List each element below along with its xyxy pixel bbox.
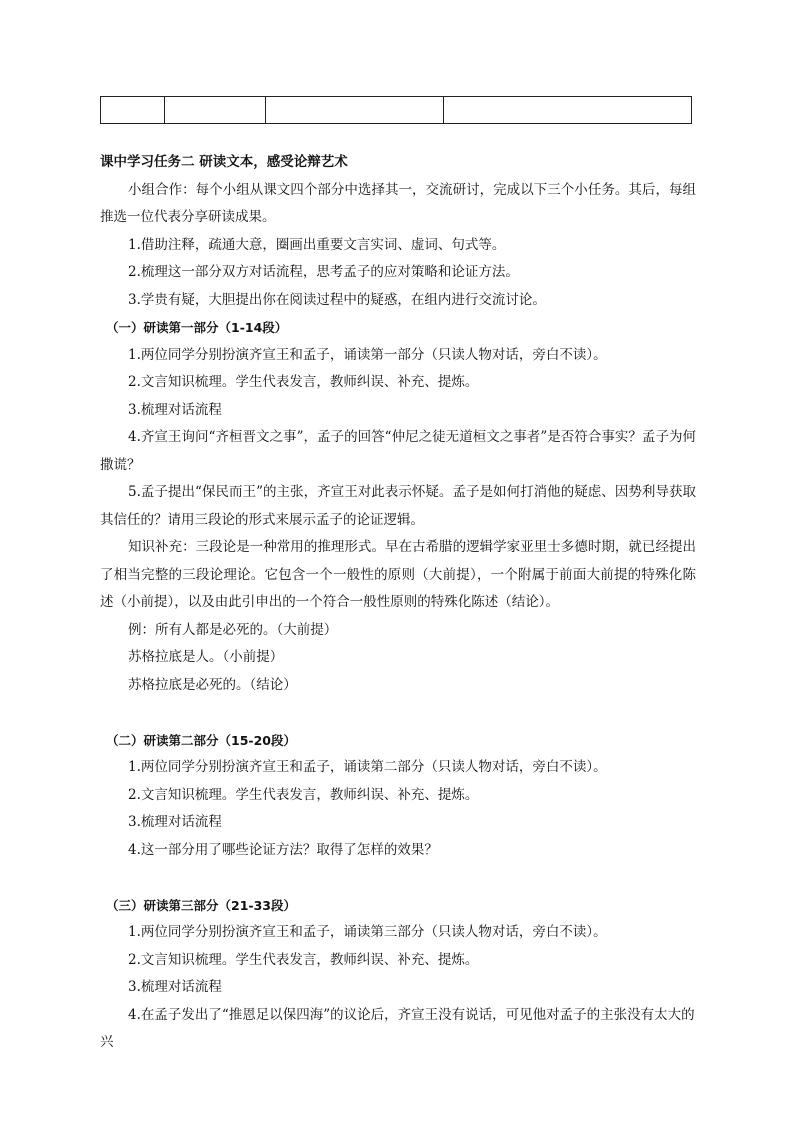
spacer — [100, 699, 696, 727]
example-line: 苏格拉底是必死的。（结论） — [128, 676, 297, 693]
part2-item: 3.梳理对话流程 — [128, 814, 222, 830]
part2-title: （二）研读第二部分（15-20段） — [106, 732, 296, 748]
part3-item: 3.梳理对话流程 — [128, 979, 222, 995]
part1-item: 4.齐宣王询问“齐桓晋文之事”，孟子的回答“仲尼之徒无道桓文之事者”是否符合事实？孟子为何撒谎？ — [100, 429, 696, 473]
intro-paragraph: 小组合作：每个小组从课文四个部分中选择其一，交流研讨，完成以下三个小任务。其后，每组推选一位代表分享研读成果。 — [100, 181, 696, 225]
part2-item: 4.这一部分用了哪些论证方法？取得了怎样的效果？ — [128, 841, 438, 858]
part1-item: 5.孟子提出“保民而王”的主张，齐宣王对此表示怀疑。孟子是如何打消他的疑虑、因势利导获取其信任的？请用三段论的形式来展示孟子的论证逻辑。 — [100, 484, 696, 528]
table-cell[interactable] — [101, 97, 165, 124]
table-cell[interactable] — [165, 97, 266, 124]
knowledge-paragraph: 知识补充：三段论是一种常用的推理形式。早在古希腊的逻辑学家亚里士多德时期，就已经提出了相当完整的三段论理论。它包含一个一般性的原则（大前提），一个附属于前面大前提的特殊化陈述（小前提），以及由此引申出的一个符合一般性原则的特殊化陈述（结论）。 — [100, 539, 696, 610]
part3-title: （三）研读第三部分（21-33段） — [106, 897, 296, 913]
part1-title: （一）研读第一部分（1-14段） — [106, 320, 288, 335]
example-line: 例：所有人都是必死的。（大前提） — [128, 621, 338, 638]
table-cell[interactable] — [444, 97, 692, 124]
part3-item: 4.在孟子发出了“推恩足以保四海”的议论后，齐宣王没有说话，可见他对孟子的主张没有太大的兴 — [100, 1006, 695, 1050]
document-body — [100, 149, 696, 1057]
part3-item: 2.文言知识梳理。学生代表发言，教师纠误、补充、提炼。 — [128, 951, 479, 968]
task-item: 2.梳理这一部分双方对话流程，思考孟子的应对策略和论证方法。 — [128, 264, 519, 280]
task-item: 1.借助注释，疏通大意，圈画出重要文言实词、虚词、句式等。 — [128, 236, 506, 253]
table-cell[interactable] — [266, 97, 444, 124]
answer-table — [100, 96, 692, 124]
part3-item: 1.两位同学分别扮演齐宣王和孟子，诵读第三部分（只读人物对话，旁白不读）。 — [128, 924, 607, 940]
spacer — [100, 864, 696, 892]
part1-item: 3.梳理对话流程 — [128, 401, 222, 418]
part2-item: 1.两位同学分别扮演齐宣王和孟子，诵读第二部分（只读人物对话，旁白不读）。 — [128, 759, 607, 775]
task-item: 3.学贵有疑，大胆提出你在阅读过程中的疑惑，在组内进行交流讨论。 — [128, 291, 546, 308]
example-line: 苏格拉底是人。（小前提） — [128, 649, 284, 665]
section-heading: 课中学习任务二 研读文本，感受论辩艺术 — [100, 154, 348, 170]
table-row — [101, 97, 692, 124]
part1-item: 1.两位同学分别扮演齐宣王和孟子，诵读第一部分（只读人物对话，旁白不读）。 — [128, 346, 607, 363]
part1-item: 2.文言知识梳理。学生代表发言，教师纠误、补充、提炼。 — [128, 374, 479, 390]
part2-item: 2.文言知识梳理。学生代表发言，教师纠误、补充、提炼。 — [128, 786, 479, 803]
